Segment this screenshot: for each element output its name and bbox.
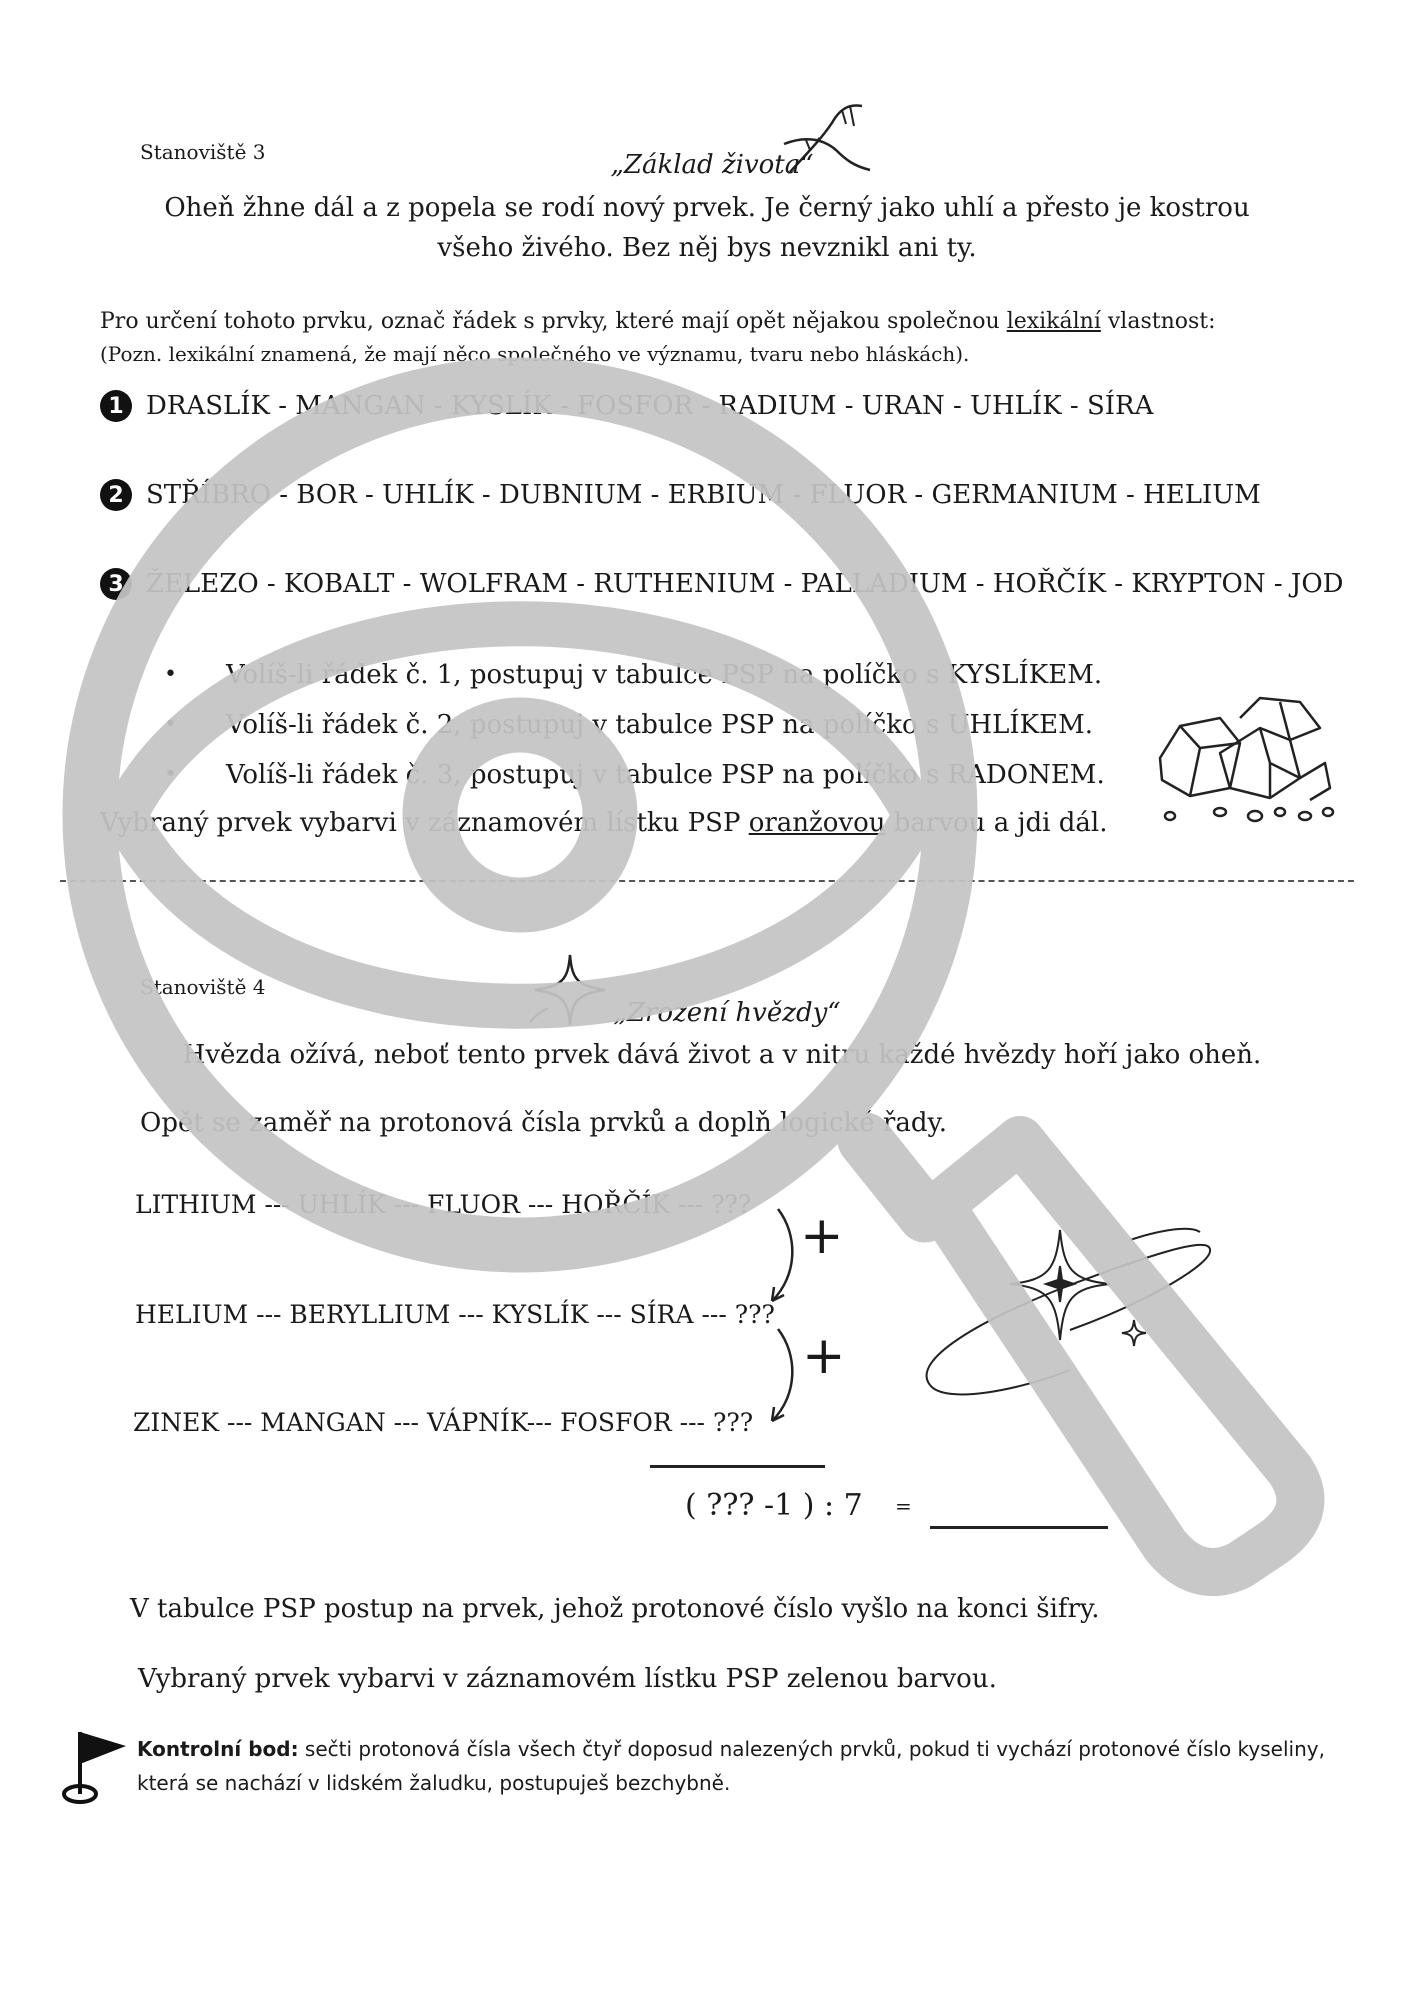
choice-element: KYSLÍKEM: [947, 660, 1094, 690]
choice-item: [160, 750, 1105, 800]
row-number-badge: 1: [100, 390, 132, 422]
choice-end: .: [1096, 760, 1105, 790]
station4-color-instruction: Vybraný prvek vybarvi v záznamovém lístku PSP zelenou barvou.: [138, 1664, 997, 1694]
station3-title: „Základ života“: [610, 150, 814, 180]
element-row-1[interactable]: [100, 390, 1153, 422]
note-text-end: znamená, že mají něco společného ve významu, tvaru nebo hláskách).: [254, 342, 970, 366]
choice-text: Volíš-li řádek č. 1, postupuj v tabulce PSP na políčko s: [226, 660, 948, 690]
station4-instruction: V tabulce PSP postup na prvek, jehož protonové číslo vyšlo na konci šifry.: [130, 1594, 1100, 1624]
choice-element: RADONEM: [947, 760, 1097, 790]
note-text: (Pozn.: [100, 342, 169, 366]
sequence-3: ZINEK --- MANGAN --- VÁPNÍK--- FOSFOR --- ???: [133, 1408, 754, 1437]
element-row-2[interactable]: [100, 479, 1261, 511]
task-text: Opět se zaměř na: [140, 1108, 380, 1138]
task-keyword: lexikální: [1006, 309, 1101, 334]
sequence-2: HELIUM --- BERYLLIUM --- KYSLÍK --- SÍRA --- ???: [135, 1300, 775, 1329]
station4-task: [140, 1108, 947, 1138]
station3-intro: Oheň žhne dál a z popela se rodí nový prvek. Je černý jako uhlí a přesto je kostrou všeho živého. Bez něj bys nevznikl ani ty.: [164, 193, 1250, 263]
station3-task-line: [100, 306, 1340, 338]
station3-color-instruction: [100, 808, 1107, 838]
row-number-badge: 2: [100, 479, 132, 511]
station4-title: „Zrození hvězdy“: [613, 998, 841, 1028]
planet-sparkle-icon: [920, 1210, 1220, 1410]
sequence-1: LITHIUM --- UHLÍK --- FLUOR --- HOŘČÍK --- ???: [135, 1190, 752, 1219]
choice-end: .: [1093, 660, 1103, 690]
section-divider: [60, 880, 1354, 882]
station4-intro: Hvězda ožívá, neboť tento prvek dává život a v nitru každé hvězdy hoří jako oheň.: [182, 1040, 1262, 1070]
note-keyword: lexikální: [168, 342, 255, 366]
color-text: Vybraný prvek vybarvi v záznamovém lístku PSP: [100, 808, 749, 838]
flag-icon: [60, 1728, 132, 1808]
station3-label: Stanoviště 3: [140, 140, 266, 164]
answer-blank[interactable]: [930, 1526, 1108, 1529]
row-elements: DRASLÍK - MANGAN - KYSLÍK - FOSFOR - RADIUM - URAN - UHLÍK - SÍRA: [146, 391, 1154, 421]
choice-text: Volíš-li řádek č. 2, postupuj v tabulce PSP na políčko s: [226, 710, 948, 740]
checkpoint-body: sečti protonová čísla všech čtyř doposud nalezených prvků, pokud ti vychází protonové číslo kyseliny, která se nachází v lidském žaludku, postupuješ bezchybně.: [137, 1737, 1325, 1795]
station3-task: [100, 306, 1340, 370]
task-text-end: vlastnost:: [1100, 309, 1216, 334]
equals-sign: =: [895, 1494, 912, 1518]
rocks-icon: [1150, 688, 1340, 828]
sum-line: [650, 1465, 825, 1468]
color-word: oranžovou: [748, 808, 886, 838]
choice-item: [160, 700, 1105, 750]
station3-note: [100, 338, 1340, 370]
choice-text: Volíš-li řádek č. 3, postupuj v tabulce PSP na políčko s: [226, 760, 948, 790]
row-elements: ŽELEZO - KOBALT - WOLFRAM - RUTHENIUM - PALLADIUM - HOŘČÍK - KRYPTON - JOD: [146, 569, 1344, 599]
choice-list: [160, 650, 1105, 800]
plus-sign: +: [800, 1206, 844, 1266]
task-text: Pro určení tohoto prvku, označ řádek s prvky, které mají opět nějakou společnou: [100, 309, 1007, 334]
element-row-3[interactable]: [100, 568, 1344, 600]
plus-sign: +: [802, 1326, 846, 1386]
checkpoint-label: Kontrolní bod:: [137, 1737, 299, 1761]
choice-element: UHLÍKEM: [947, 710, 1085, 740]
cipher-formula: ( ??? -1 ) : 7: [685, 1488, 863, 1523]
row-number-badge: 3: [100, 568, 132, 600]
task-keyword: protonová čísla: [379, 1108, 582, 1138]
choice-item: [160, 650, 1105, 700]
task-text-end: prvků a doplň logické řady.: [581, 1108, 948, 1138]
sum-arrows-icon: [760, 1205, 800, 1525]
station4-label: Stanoviště 4: [140, 975, 266, 999]
choice-end: .: [1084, 710, 1093, 740]
checkpoint-text: [137, 1732, 1347, 1800]
row-elements: STŘÍBRO - BOR - UHLÍK - DUBNIUM - ERBIUM - FLUOR - GERMANIUM - HELIUM: [146, 480, 1261, 510]
color-text-end: barvou a jdi dál.: [885, 808, 1108, 838]
